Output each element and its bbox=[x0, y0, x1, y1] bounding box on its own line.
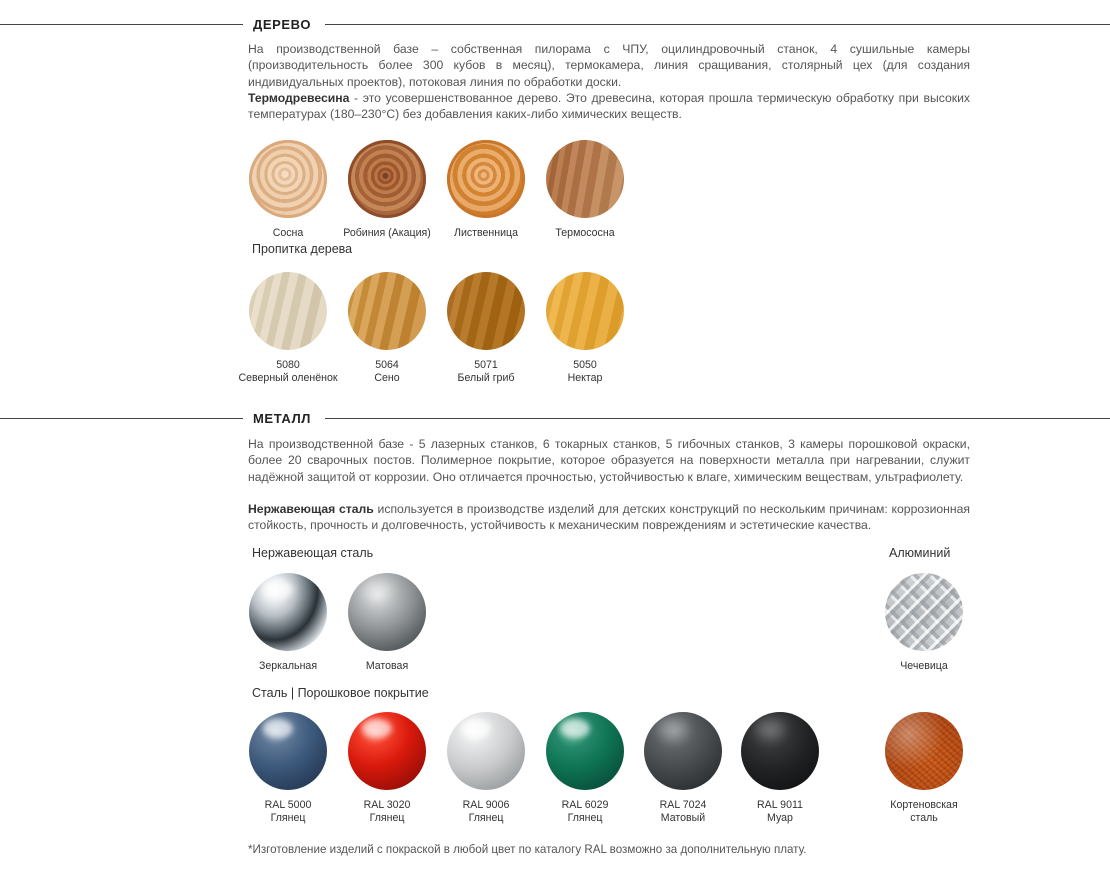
corten-name-line1: Кортеновская bbox=[890, 799, 958, 811]
powder-code: RAL 5000 bbox=[264, 799, 312, 811]
corten-label bbox=[864, 799, 984, 824]
aluminium-title: Алюминий bbox=[889, 546, 951, 560]
impregnation-name: Северный оленёнок bbox=[238, 371, 338, 384]
impregnation-code: 5071 bbox=[474, 359, 498, 371]
header-rule-left bbox=[0, 418, 243, 419]
impregnation-label bbox=[525, 359, 645, 384]
powder-swatch-ral-3020 bbox=[348, 712, 426, 790]
wood-paragraph-2 bbox=[248, 90, 970, 123]
impregnation-swatch-5064 bbox=[348, 272, 426, 350]
impregnation-name: Нектар bbox=[567, 371, 603, 384]
header-rule-left bbox=[0, 24, 243, 25]
aluminium-item[interactable] bbox=[864, 573, 984, 673]
powder-swatch-ral-6029 bbox=[546, 712, 624, 790]
stainless-swatch-matte bbox=[348, 573, 426, 651]
impregnation-code: 5064 bbox=[375, 359, 399, 371]
aluminium-label: Чечевица bbox=[900, 660, 948, 672]
wood-species-item[interactable] bbox=[525, 140, 645, 240]
metal-paragraph-2-bold: Нержавеющая сталь bbox=[248, 502, 374, 516]
aluminium-swatch-lentil bbox=[885, 573, 963, 651]
powder-label bbox=[720, 799, 840, 824]
stainless-swatch-mirror bbox=[249, 573, 327, 651]
section-title-wood: ДЕРЕВО bbox=[253, 17, 312, 32]
impregnation-code: 5080 bbox=[276, 359, 300, 371]
powder-finish: Глянец bbox=[369, 811, 405, 824]
impregnation-swatch-5050 bbox=[546, 272, 624, 350]
powder-code: RAL 9011 bbox=[757, 799, 803, 811]
powder-swatch-ral-7024 bbox=[644, 712, 722, 790]
powder-finish: Матовый bbox=[660, 811, 706, 824]
wood-species-swatch-listvennica bbox=[447, 140, 525, 218]
powder-finish: Глянец bbox=[468, 811, 504, 824]
stainless-label: Зеркальная bbox=[258, 660, 318, 672]
powder-swatch-ral-9006 bbox=[447, 712, 525, 790]
impregnation-item[interactable] bbox=[525, 272, 645, 384]
corten-steel-swatch bbox=[885, 712, 963, 790]
header-rule-right bbox=[325, 418, 1110, 419]
powder-finish: Глянец bbox=[567, 811, 603, 824]
wood-species-label: Сосна bbox=[272, 227, 304, 239]
section-header-metal bbox=[0, 411, 1110, 426]
wood-species-swatch-robiniya bbox=[348, 140, 426, 218]
powder-code: RAL 3020 bbox=[363, 799, 411, 811]
powder-coating-title: Сталь | Порошковое покрытие bbox=[252, 686, 429, 700]
header-rule-right bbox=[325, 24, 1110, 25]
section-header-wood bbox=[0, 17, 1110, 32]
footnote: *Изготовление изделий с покраской в любой цвет по каталогу RAL возможно за дополнительную плату. bbox=[248, 843, 807, 856]
stainless-title: Нержавеющая сталь bbox=[252, 546, 374, 560]
powder-finish: Муар bbox=[767, 811, 793, 824]
impregnation-name: Белый гриб bbox=[457, 371, 515, 384]
powder-swatch-ral-5000 bbox=[249, 712, 327, 790]
metal-paragraph-1: На производственной базе - 5 лазерных станков, 6 токарных станков, 5 гибочных станков, 3 камеры порошковой окраски, более 20 сварочных постов. Полимерное покрытие, которое образуется на поверхности металла при нагревании, служит надёжной защитой от коррозии. Оно отличается прочностью, устойчивостью к влаге, химическим веществам, ультрафиолету. bbox=[248, 437, 970, 484]
wood-impregnation-title: Пропитка дерева bbox=[252, 242, 353, 256]
metal-paragraph-2-rest: используется в производстве изделий для детских конструкций по нескольким причинам: коррозионная стойкость, прочность и долговечность, устойчивость к механическим повреждениям и эстетические качества. bbox=[248, 502, 970, 533]
wood-species-label: Лиственница bbox=[454, 227, 518, 239]
impregnation-name: Сено bbox=[374, 371, 400, 384]
wood-species-label: Термососна bbox=[555, 227, 615, 239]
powder-item[interactable] bbox=[720, 712, 840, 824]
wood-paragraph-2-rest: - это усовершенствованное дерево. Это древесина, которая прошла термическую обработку при высоких температурах (180–230°C) без добавления каких-либо химических веществ. bbox=[248, 91, 970, 122]
powder-swatch-ral-9011 bbox=[741, 712, 819, 790]
corten-name-line2: сталь bbox=[910, 811, 938, 824]
powder-code: RAL 6029 bbox=[561, 799, 609, 811]
wood-paragraph-1: На производственной базе – собственная пилорама с ЧПУ, оцилиндровочный станок, 4 сушильные камеры (производительность более 300 кубов в месяц), термокамера, линия сращивания, столярный цех (для создания индивидуальных проектов), потоковая линия по обработки доски. bbox=[248, 42, 970, 89]
wood-species-swatch-termososna bbox=[546, 140, 624, 218]
powder-finish: Глянец bbox=[270, 811, 306, 824]
wood-paragraph-2-bold: Термодревесина bbox=[248, 91, 350, 105]
impregnation-swatch-5071 bbox=[447, 272, 525, 350]
corten-item[interactable] bbox=[864, 712, 984, 824]
powder-code: RAL 9006 bbox=[462, 799, 510, 811]
powder-code: RAL 7024 bbox=[659, 799, 707, 811]
stainless-label: Матовая bbox=[365, 660, 409, 672]
wood-species-swatch-sosna bbox=[249, 140, 327, 218]
wood-species-label: Робиния (Акация) bbox=[343, 227, 431, 239]
impregnation-code: 5050 bbox=[573, 359, 597, 371]
stainless-item[interactable] bbox=[327, 573, 447, 673]
metal-paragraph-2 bbox=[248, 501, 970, 534]
impregnation-swatch-5080 bbox=[249, 272, 327, 350]
section-title-metal: МЕТАЛЛ bbox=[253, 411, 312, 426]
